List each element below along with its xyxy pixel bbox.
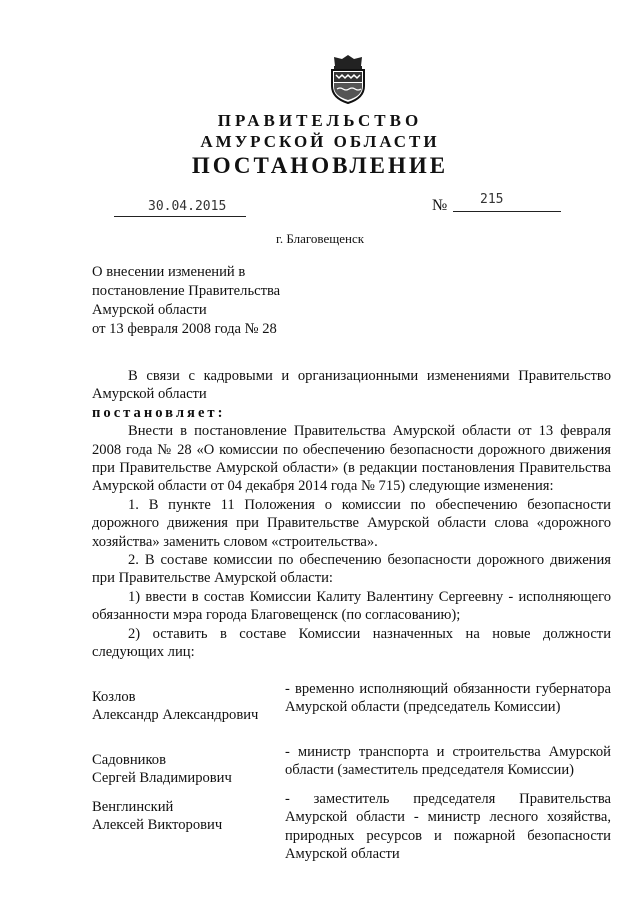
issue-city: г. Благовещенск: [275, 231, 365, 246]
decree-word: постановляет:: [92, 404, 226, 421]
member-name: [92, 751, 282, 788]
member-position: - министр транспорта и строительства Амурской области (заместитель председателя Комиссии): [285, 744, 611, 779]
member-position: - временно исполняющий обязанности губернатора Амурской области (председатель Комиссии): [285, 681, 611, 716]
paragraph-item1-1: 1. В пункте 11 Положения о комиссии по обеспечению безопасности дорожного движения при Правительстве Амурской области слова «дорожного хозяйства» заменить словом «строительства».: [92, 496, 611, 550]
subject-line: постановление Правительства: [92, 283, 281, 299]
number-label: №: [432, 197, 448, 214]
subparagraph-2: 2) оставить в составе Комиссии назначенных на новые должности следующих лиц:: [92, 625, 611, 661]
issuer-title-line2: АМУРСКОЙ ОБЛАСТИ: [200, 132, 440, 151]
document-date: 30.04.2015: [148, 199, 227, 214]
subparagraph-1: 1) ввести в состав Комиссии Калиту Валентину Сергеевну - исполняющего обязанности мэра города Благовещенск (по согласованию);: [92, 588, 611, 624]
issuer-title-line1: ПРАВИТЕЛЬСТВО: [217, 111, 423, 130]
member-surname: Козлов: [92, 689, 136, 705]
date-underline: [114, 216, 246, 217]
paragraph-item1: Внести в постановление Правительства Амурской области от 13 февраля 2008 года № 28 «О комиссии по обеспечению безопасности дорожного движения при Правительстве Амурской области» (в редакции постановления Правительства Амурской области от 04 декабря 2014 года № 715) следующие изменения:: [92, 423, 611, 495]
document-number: 215: [480, 192, 504, 207]
document-type-title: ПОСТАНОВЛЕНИЕ: [191, 153, 449, 178]
member-given-names: Алексей Викторович: [92, 817, 223, 834]
intro-paragraph: В связи с кадровыми и организационными изменениями Правительство Амурской области: [92, 368, 611, 403]
paragraph-item1-2: 2. В составе комиссии по обеспечению безопасности дорожного движения при Правительстве Амурской области:: [92, 552, 611, 587]
subject-line: Амурской области: [92, 302, 207, 318]
member-surname: Садовников: [92, 752, 166, 768]
member-given-names: Александр Александрович: [92, 707, 259, 724]
member-given-names: Сергей Владимирович: [92, 770, 232, 787]
subject-line: О внесении изменений в: [92, 264, 246, 280]
member-position: - заместитель председателя Правительства Амурской области - министр лесного хозяйства, природных ресурсов и пожарной безопасности Амурской области: [285, 791, 611, 863]
document-subject: [92, 263, 280, 339]
coat-of-arms-emblem: [327, 54, 369, 104]
member-name: [92, 688, 282, 725]
document-body: [92, 367, 611, 662]
subject-line: от 13 февраля 2008 года № 28: [92, 321, 277, 337]
member-name: [92, 798, 282, 835]
member-surname: Венглинский: [92, 799, 174, 815]
number-underline: [453, 211, 561, 212]
